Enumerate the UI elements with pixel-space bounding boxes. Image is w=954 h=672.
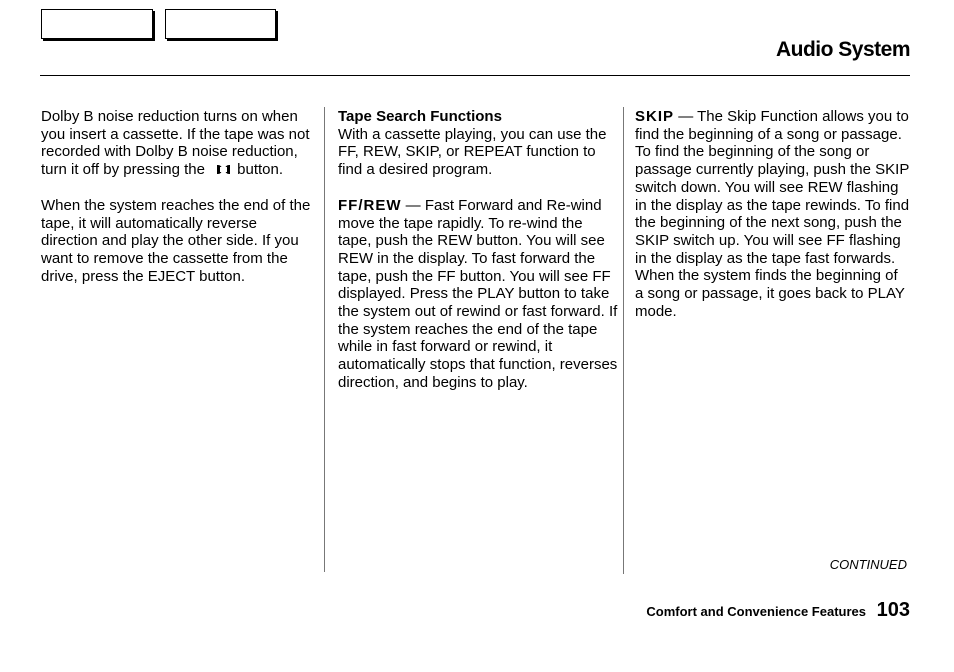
ffrew-text: — Fast Forward and Re-wind move the tape rapidly. To re-wind the tape, push the REW button. You will see REW in the display. To fast forward the tape, push the FF button. You will see FF displayed. Press the PLAY button to take the system out of rewind or fast forward. If the system reaches the end of the tape while in fast forward or rewind, it automatically stops that function, reverses direction, and begins to play. [338, 196, 618, 391]
skip-term: SKIP [635, 108, 675, 125]
continued-label: CONTINUED [829, 557, 907, 572]
tape-search-intro: With a cassette playing, you can use the FF, REW, SKIP, or REPEAT function to find a desired program. [338, 125, 607, 179]
header-divider [40, 75, 910, 76]
ffrew-paragraph [338, 197, 618, 392]
ffrew-term: FF/REW [338, 196, 402, 214]
column-divider-2 [623, 107, 624, 574]
column-middle [338, 108, 618, 392]
column-divider-1 [324, 107, 325, 572]
column-right [635, 108, 910, 320]
tape-search-heading: Tape Search Functions [338, 108, 502, 125]
nav-tab-box-1[interactable] [41, 9, 153, 39]
dolby-icon [217, 165, 230, 175]
page-number: 103 [876, 599, 910, 621]
footer-section-title: Comfort and Convenience Features [646, 604, 866, 619]
nav-tab-box-2[interactable] [165, 9, 276, 39]
dolby-text: Dolby B noise reduction turns on when you insert a cassette. If the tape was not recorded with Dolby B noise reduction, turn it off by pressing the [41, 108, 310, 179]
page-title: Audio System [775, 38, 910, 61]
dolby-paragraph [41, 108, 316, 179]
column-left [41, 108, 316, 285]
skip-text: — The Skip Function allows you to find the beginning of a song or passage. To find the beginning of the song or passage currently playing, push the SKIP switch down. You will see REW flashing in the display as the tape rewinds. To find the beginning of the next song, push the SKIP switch up. You will see FF flashing in the display as the tape fast forwards. When the system finds the beginning of a song or passage, it goes back to PLAY mode. [635, 108, 910, 320]
skip-paragraph [635, 108, 910, 320]
end-of-tape-paragraph: When the system reaches the end of the tape, it will automatically reverse direction and play the other side. If you want to remove the cassette from the drive, press the EJECT button. [41, 196, 311, 285]
dolby-text-end: button. [237, 161, 284, 179]
